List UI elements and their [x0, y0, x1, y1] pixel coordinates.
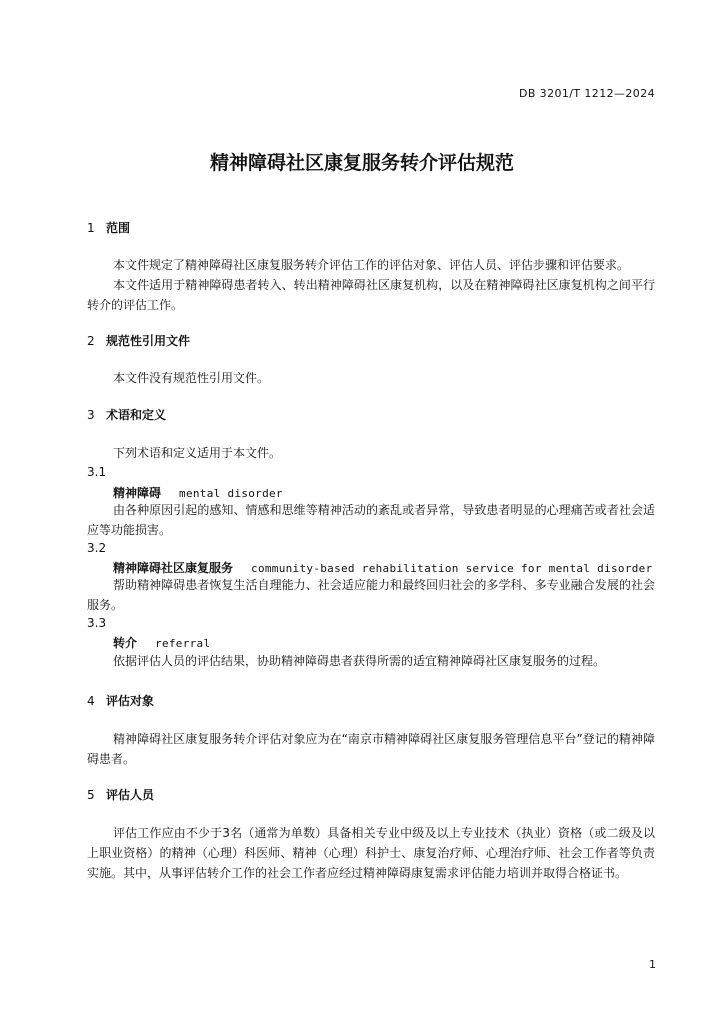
paragraph: 本文件没有规范性引用文件。	[113, 371, 270, 385]
term-chinese: 精神障碍社区康复服务	[113, 561, 234, 575]
section-number: 2	[87, 334, 95, 348]
term-chinese: 转介	[113, 636, 138, 650]
term-number: 3.3	[87, 616, 107, 630]
section-number: 1	[87, 221, 95, 235]
term-definition: 帮助精神障碍患者恢复生活自理能力、社会适应能力和最终回归社会的多学科、多专业融合发展的社会服务。	[87, 578, 655, 612]
term-number: 3.1	[87, 465, 107, 479]
section-1-heading	[87, 219, 130, 236]
paragraph: 评估工作应由不少于3名（通常为单数）具备相关专业中级及以上专业技术（执业）资格（或二级及以上职业资格）的精神（心理）科医师、精神（心理）科护士、康复治疗师、心理治疗师、社会工作者等负责实施。其中，从事评估转介工作的社会工作者应经过精神障碍康复需求评估能力培训并取得合格证书。	[87, 826, 655, 880]
term-heading	[113, 559, 653, 576]
term-english: mental disorder	[179, 487, 283, 500]
paragraph: 本文件规定了精神障碍社区康复服务转介评估工作的评估对象、评估人员、评估步骤和评估要求。	[113, 258, 630, 272]
paragraph: 本文件适用于精神障碍患者转入、转出精神障碍社区康复机构，以及在精神障碍社区康复机构之间平行转介的评估工作。	[87, 278, 655, 312]
term-english: community-based rehabilitation service for mental disorder	[251, 562, 653, 575]
term-number: 3.2	[87, 541, 107, 555]
section-2-heading	[87, 332, 190, 349]
document-title: 精神障碍社区康复服务转介评估规范	[209, 152, 514, 174]
section-number: 3	[87, 408, 95, 422]
document-code: DB 3201/T 1212—2024	[518, 87, 655, 100]
term-definition: 依据评估人员的评估结果，协助精神障碍患者获得所需的适宜精神障碍社区康复服务的过程。	[113, 654, 606, 668]
term-chinese: 精神障碍	[113, 486, 162, 500]
term-heading	[113, 634, 210, 651]
term-english: referral	[155, 637, 211, 650]
page-number: 1	[649, 958, 656, 971]
section-title: 评估人员	[106, 788, 155, 802]
section-number: 4	[87, 694, 95, 708]
section-3-heading	[87, 406, 166, 423]
paragraph: 精神障碍社区康复服务转介评估对象应为在“南京市精神障碍社区康复服务管理信息平台”登记的精神障碍患者。	[87, 732, 655, 766]
paragraph: 下列术语和定义适用于本文件。	[113, 446, 282, 460]
section-title: 术语和定义	[106, 408, 167, 422]
section-4-heading	[87, 692, 154, 709]
term-heading	[113, 484, 283, 501]
term-definition: 由各种原因引起的感知、情感和思维等精神活动的紊乱或者异常，导致患者明显的心理痛苦或者社会适应等功能损害。	[87, 503, 655, 537]
section-title: 规范性引用文件	[106, 334, 191, 348]
section-title: 评估对象	[106, 694, 155, 708]
section-5-heading	[87, 786, 154, 803]
section-title: 范围	[106, 221, 131, 235]
section-number: 5	[87, 788, 95, 802]
